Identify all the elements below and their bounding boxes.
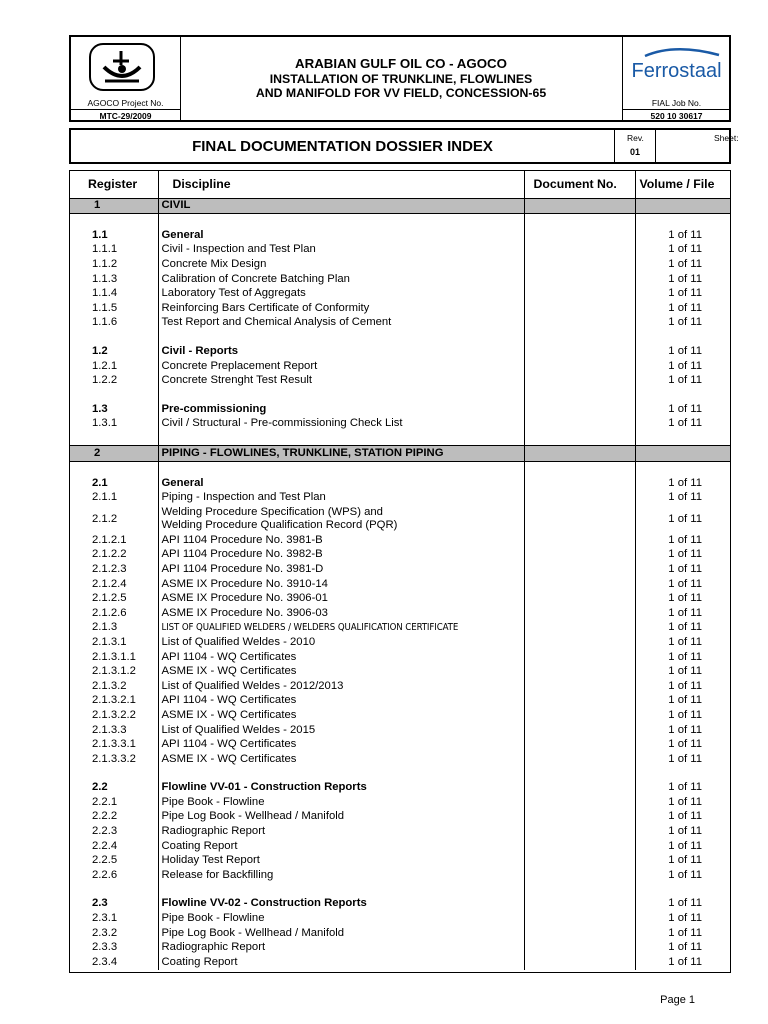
- discipline-cell: API 1104 Procedure No. 3981-D: [158, 562, 524, 577]
- document-no-cell: [524, 417, 635, 432]
- table-row: [70, 926, 730, 941]
- table-row: [70, 548, 730, 563]
- document-header: [69, 35, 731, 122]
- register-cell: 2.2.5: [70, 853, 158, 868]
- register-cell: 2.2.3: [70, 824, 158, 839]
- volume-cell: 1 of 11: [668, 562, 702, 575]
- volume-cell: 1 of 11: [668, 810, 702, 823]
- fial-job-label: FIAL Job No.: [651, 98, 702, 108]
- register-cell: [70, 883, 158, 897]
- register-cell: 2.1.3.2: [70, 679, 158, 694]
- document-no-cell: [524, 533, 635, 548]
- register-cell: [70, 461, 158, 476]
- document-no-cell: [524, 548, 635, 563]
- table-row: [70, 562, 730, 577]
- agoco-project-label: AGOCO Project No.: [87, 98, 164, 108]
- table-row: [70, 344, 730, 359]
- table-row: [70, 781, 730, 796]
- discipline-cell: [158, 330, 524, 344]
- header-title-cell: [180, 37, 622, 120]
- document-no-cell: [524, 562, 635, 577]
- table-row: [70, 490, 730, 505]
- discipline-cell: API 1104 - WQ Certificates: [158, 694, 524, 709]
- volume-cell: 1 of 11: [668, 752, 702, 765]
- discipline-cell: Pipe Log Book - Wellhead / Manifold: [158, 926, 524, 941]
- table-row: [70, 301, 730, 316]
- spacer-row: [70, 461, 730, 476]
- register-cell: 2.1.3.1: [70, 635, 158, 650]
- volume-cell: 1 of 11: [668, 316, 702, 329]
- document-no-cell: [524, 650, 635, 665]
- table-row: [70, 316, 730, 331]
- volume-cell: 1 of 11: [668, 592, 702, 605]
- discipline-cell: Laboratory Test of Aggregats: [158, 286, 524, 301]
- document-no-cell: [524, 694, 635, 709]
- discipline-cell: Piping - Inspection and Test Plan: [158, 490, 524, 505]
- table-row: [70, 577, 730, 592]
- table-row: [70, 272, 730, 287]
- volume-cell: 1 of 11: [668, 577, 702, 590]
- spacer-row: [70, 431, 730, 446]
- table-row: [70, 650, 730, 665]
- column-header-volume: Volume / File: [635, 171, 730, 198]
- document-no-cell: [524, 810, 635, 825]
- register-cell: 2.1.3.1.2: [70, 664, 158, 679]
- document-no-cell: [524, 868, 635, 883]
- agoco-logo-cell: [71, 37, 181, 120]
- revision-value: 01: [630, 147, 641, 157]
- revision-label: Rev.: [627, 133, 644, 143]
- discipline-cell: [158, 767, 524, 781]
- register-cell: 2.2: [70, 781, 158, 796]
- discipline-cell: Pipe Book - Flowline: [158, 911, 524, 926]
- agoco-logo-icon: [89, 43, 155, 91]
- register-cell: 1: [70, 198, 158, 214]
- volume-cell: 1 of 11: [668, 533, 702, 546]
- register-cell: 1.2.1: [70, 359, 158, 374]
- volume-cell: [635, 883, 730, 897]
- document-no-cell: [524, 402, 635, 417]
- table-row: [70, 853, 730, 868]
- register-cell: 2.1.2: [70, 505, 158, 533]
- volume-cell: 1 of 11: [668, 839, 702, 852]
- discipline-cell: Coating Report: [158, 839, 524, 854]
- discipline-cell: Pipe Book - Flowline: [158, 795, 524, 810]
- volume-cell: 1 of 11: [668, 650, 702, 663]
- register-cell: 1.2: [70, 344, 158, 359]
- discipline-cell: Release for Backfilling: [158, 868, 524, 883]
- volume-cell: 1 of 11: [668, 548, 702, 561]
- table-row: [70, 839, 730, 854]
- table-row: [70, 359, 730, 374]
- register-cell: 2.2.2: [70, 810, 158, 825]
- document-no-cell: [524, 316, 635, 331]
- discipline-cell: Concrete Strenght Test Result: [158, 373, 524, 388]
- register-cell: 1.2.2: [70, 373, 158, 388]
- volume-cell: 1 of 11: [668, 694, 702, 707]
- table-row: [70, 694, 730, 709]
- volume-cell: 1 of 11: [668, 868, 702, 881]
- sheet-label: Sheet:: [714, 133, 739, 143]
- volume-cell: 1 of 11: [668, 897, 702, 910]
- sheet-cell: [654, 130, 739, 162]
- discipline-cell: List of Qualified Weldes - 2012/2013: [158, 679, 524, 694]
- document-no-cell: [524, 301, 635, 316]
- document-no-cell: [524, 388, 635, 402]
- discipline-cell: Concrete Mix Design: [158, 257, 524, 272]
- project-line-1: INSTALLATION OF TRUNKLINE, FLOWLINES: [269, 72, 533, 86]
- discipline-cell: Flowline VV-01 - Construction Reports: [158, 781, 524, 796]
- spacer-row: [70, 883, 730, 897]
- discipline-cell: ASME IX Procedure No. 3906-03: [158, 606, 524, 621]
- document-no-cell: [524, 940, 635, 955]
- register-cell: 1.1.4: [70, 286, 158, 301]
- document-no-cell: [524, 853, 635, 868]
- discipline-cell: Flowline VV-02 - Construction Reports: [158, 897, 524, 912]
- register-cell: 2.1.3.2.2: [70, 708, 158, 723]
- document-no-cell: [524, 505, 635, 533]
- discipline-cell: List of Qualified Weldes - 2015: [158, 723, 524, 738]
- document-no-cell: [524, 257, 635, 272]
- discipline-cell: [158, 431, 524, 446]
- volume-cell: 1 of 11: [668, 665, 702, 678]
- table-row: [70, 868, 730, 883]
- register-cell: 2.3.4: [70, 955, 158, 970]
- volume-cell: 1 of 11: [668, 795, 702, 808]
- table-row: [70, 635, 730, 650]
- volume-cell: [635, 214, 730, 229]
- register-cell: 1.1.1: [70, 243, 158, 258]
- title-bar: [69, 128, 739, 164]
- register-cell: 2: [70, 446, 158, 462]
- volume-cell: 1 of 11: [668, 635, 702, 648]
- discipline-cell: Coating Report: [158, 955, 524, 970]
- document-no-cell: [524, 461, 635, 476]
- volume-cell: 1 of 11: [668, 955, 702, 968]
- volume-cell: 1 of 11: [668, 708, 702, 721]
- register-cell: [70, 330, 158, 344]
- volume-cell: [635, 198, 730, 214]
- document-no-cell: [524, 883, 635, 897]
- register-cell: [70, 388, 158, 402]
- volume-cell: 1 of 11: [668, 491, 702, 504]
- document-no-cell: [524, 781, 635, 796]
- table-row: [70, 723, 730, 738]
- register-cell: 2.1.1: [70, 490, 158, 505]
- register-cell: 1.3: [70, 402, 158, 417]
- document-no-cell: [524, 198, 635, 214]
- table-body: [70, 198, 730, 970]
- table-row: [70, 737, 730, 752]
- ferrostaal-logo-text: Ferrostaal: [631, 60, 722, 82]
- volume-cell: [635, 330, 730, 344]
- table-row: [70, 810, 730, 825]
- table-row: [70, 591, 730, 606]
- discipline-cell: Concrete Preplacement Report: [158, 359, 524, 374]
- volume-cell: 1 of 11: [668, 301, 702, 314]
- document-no-cell: [524, 911, 635, 926]
- document-no-cell: [524, 431, 635, 446]
- volume-cell: 1 of 11: [668, 374, 702, 387]
- table-row: [70, 402, 730, 417]
- table-row: [70, 708, 730, 723]
- table-row: [70, 505, 730, 533]
- register-cell: [70, 214, 158, 229]
- project-line-2: AND MANIFOLD FOR VV FIELD, CONCESSION-65: [255, 86, 547, 100]
- page-number: Page 1: [660, 994, 695, 1006]
- volume-cell: [635, 446, 730, 462]
- volume-cell: 1 of 11: [668, 723, 702, 736]
- spacer-row: [70, 330, 730, 344]
- discipline-cell: ASME IX - WQ Certificates: [158, 664, 524, 679]
- register-cell: 2.1.2.5: [70, 591, 158, 606]
- document-no-cell: [524, 243, 635, 258]
- discipline-cell: Reinforcing Bars Certificate of Conformity: [158, 301, 524, 316]
- volume-cell: 1 of 11: [668, 287, 702, 300]
- table-row: [70, 257, 730, 272]
- volume-cell: 1 of 11: [668, 228, 702, 241]
- discipline-cell: Calibration of Concrete Batching Plan: [158, 272, 524, 287]
- document-no-cell: [524, 635, 635, 650]
- discipline-cell: API 1104 - WQ Certificates: [158, 650, 524, 665]
- table-row: [70, 897, 730, 912]
- table-row: [70, 824, 730, 839]
- volume-cell: 1 of 11: [668, 912, 702, 925]
- revision-cell: [614, 130, 656, 162]
- register-cell: 2.3.3: [70, 940, 158, 955]
- column-header-document-no: Document No.: [524, 171, 635, 198]
- discipline-cell: [158, 214, 524, 229]
- register-cell: 2.2.6: [70, 868, 158, 883]
- register-cell: [70, 431, 158, 446]
- document-no-cell: [524, 795, 635, 810]
- volume-cell: 1 of 11: [668, 417, 702, 430]
- volume-cell: 1 of 11: [668, 621, 702, 634]
- spacer-row: [70, 214, 730, 229]
- discipline-cell: PIPING - FLOWLINES, TRUNKLINE, STATION PIPING: [158, 446, 524, 462]
- document-no-cell: [524, 490, 635, 505]
- discipline-cell: ASME IX Procedure No. 3910-14: [158, 577, 524, 592]
- register-cell: 1.1.3: [70, 272, 158, 287]
- register-cell: [70, 767, 158, 781]
- discipline-cell: Civil - Reports: [158, 344, 524, 359]
- volume-cell: 1 of 11: [668, 476, 702, 489]
- discipline-cell: [158, 505, 524, 533]
- volume-cell: 1 of 11: [668, 258, 702, 271]
- register-cell: 2.1.3: [70, 621, 158, 636]
- document-no-cell: [524, 926, 635, 941]
- discipline-cell: LIST OF QUALIFIED WELDERS / WELDERS QUALIFICATION CERTIFICATE: [158, 621, 524, 636]
- document-no-cell: [524, 344, 635, 359]
- volume-cell: 1 of 11: [668, 854, 702, 867]
- fial-job-number: 520 10 30617: [623, 109, 730, 121]
- volume-cell: 1 of 11: [668, 738, 702, 751]
- document-no-cell: [524, 214, 635, 229]
- document-no-cell: [524, 476, 635, 491]
- register-cell: 2.1.2.2: [70, 548, 158, 563]
- spacer-row: [70, 388, 730, 402]
- register-cell: 1.1: [70, 228, 158, 243]
- volume-cell: [635, 461, 730, 476]
- document-title: FINAL DOCUMENTATION DOSSIER INDEX: [192, 137, 493, 155]
- document-no-cell: [524, 767, 635, 781]
- ferrostaal-logo-cell: [622, 37, 730, 120]
- register-cell: 2.1.3.2.1: [70, 694, 158, 709]
- discipline-cell: [158, 461, 524, 476]
- discipline-cell: Civil - Inspection and Test Plan: [158, 243, 524, 258]
- register-cell: 1.3.1: [70, 417, 158, 432]
- table-row: [70, 417, 730, 432]
- discipline-cell: Holiday Test Report: [158, 853, 524, 868]
- discipline-cell: ASME IX - WQ Certificates: [158, 752, 524, 767]
- discipline-cell: General: [158, 228, 524, 243]
- volume-cell: 1 of 11: [668, 825, 702, 838]
- register-cell: 2.1.3.3.1: [70, 737, 158, 752]
- table-row: [70, 940, 730, 955]
- document-no-cell: [524, 272, 635, 287]
- column-header-register: Register: [70, 171, 158, 198]
- discipline-cell: Radiographic Report: [158, 824, 524, 839]
- register-cell: 2.1.2.1: [70, 533, 158, 548]
- register-cell: 2.1.3.1.1: [70, 650, 158, 665]
- document-no-cell: [524, 752, 635, 767]
- volume-cell: 1 of 11: [668, 272, 702, 285]
- volume-cell: 1 of 11: [668, 679, 702, 692]
- volume-cell: 1 of 11: [668, 926, 702, 939]
- discipline-cell: Pipe Log Book - Wellhead / Manifold: [158, 810, 524, 825]
- document-no-cell: [524, 446, 635, 462]
- discipline-line-1: Welding Procedure Specification (WPS) and: [161, 506, 383, 518]
- discipline-cell: Civil / Structural - Pre-commissioning Check List: [158, 417, 524, 432]
- table-row: [70, 955, 730, 970]
- register-cell: 2.3.2: [70, 926, 158, 941]
- discipline-cell: Test Report and Chemical Analysis of Cement: [158, 316, 524, 331]
- company-name: ARABIAN GULF OIL CO - AGOCO: [294, 56, 507, 71]
- register-cell: 2.1.2.4: [70, 577, 158, 592]
- document-no-cell: [524, 359, 635, 374]
- discipline-cell: [158, 388, 524, 402]
- table-row: [70, 664, 730, 679]
- dossier-index-table: [69, 170, 731, 973]
- document-no-cell: [524, 708, 635, 723]
- discipline-cell: ASME IX Procedure No. 3906-01: [158, 591, 524, 606]
- table-row: [70, 752, 730, 767]
- register-cell: 2.1: [70, 476, 158, 491]
- volume-cell: 1 of 11: [668, 359, 702, 372]
- register-cell: 2.3.1: [70, 911, 158, 926]
- table-row: [70, 795, 730, 810]
- document-no-cell: [524, 286, 635, 301]
- document-no-cell: [524, 228, 635, 243]
- discipline-cell: General: [158, 476, 524, 491]
- section-row: [70, 198, 730, 214]
- document-no-cell: [524, 330, 635, 344]
- table-row: [70, 533, 730, 548]
- volume-cell: 1 of 11: [668, 941, 702, 954]
- document-no-cell: [524, 621, 635, 636]
- volume-cell: [635, 767, 730, 781]
- document-no-cell: [524, 373, 635, 388]
- volume-cell: 1 of 11: [668, 402, 702, 415]
- register-cell: 2.3: [70, 897, 158, 912]
- column-header-discipline: Discipline: [158, 171, 524, 198]
- volume-cell: [635, 388, 730, 402]
- document-no-cell: [524, 824, 635, 839]
- volume-cell: 1 of 11: [668, 345, 702, 358]
- volume-cell: 1 of 11: [668, 606, 702, 619]
- register-cell: 1.1.6: [70, 316, 158, 331]
- document-no-cell: [524, 955, 635, 970]
- register-cell: 2.2.4: [70, 839, 158, 854]
- document-no-cell: [524, 664, 635, 679]
- table-row: [70, 476, 730, 491]
- register-cell: 2.1.3.3: [70, 723, 158, 738]
- discipline-cell: API 1104 - WQ Certificates: [158, 737, 524, 752]
- register-cell: 2.1.2.6: [70, 606, 158, 621]
- discipline-cell: ASME IX - WQ Certificates: [158, 708, 524, 723]
- discipline-cell: CIVIL: [158, 198, 524, 214]
- register-cell: 2.1.2.3: [70, 562, 158, 577]
- volume-cell: [635, 431, 730, 446]
- discipline-cell: API 1104 Procedure No. 3981-B: [158, 533, 524, 548]
- document-no-cell: [524, 839, 635, 854]
- table-row: [70, 243, 730, 258]
- volume-cell: 1 of 11: [668, 781, 702, 794]
- table-row: [70, 911, 730, 926]
- register-cell: 1.1.2: [70, 257, 158, 272]
- discipline-line-2: Welding Procedure Qualification Record (PQR): [161, 519, 398, 531]
- register-cell: 2.1.3.3.2: [70, 752, 158, 767]
- table-header-row: [70, 171, 730, 198]
- discipline-cell: List of Qualified Weldes - 2010: [158, 635, 524, 650]
- document-no-cell: [524, 897, 635, 912]
- discipline-cell: API 1104 Procedure No. 3982-B: [158, 548, 524, 563]
- table-row: [70, 373, 730, 388]
- discipline-cell: [158, 883, 524, 897]
- document-no-cell: [524, 737, 635, 752]
- agoco-project-number: MTC-29/2009: [71, 109, 180, 121]
- document-no-cell: [524, 679, 635, 694]
- table-row: [70, 606, 730, 621]
- discipline-cell: Pre-commissioning: [158, 402, 524, 417]
- document-no-cell: [524, 591, 635, 606]
- discipline-cell: Radiographic Report: [158, 940, 524, 955]
- table-row: [70, 228, 730, 243]
- table-row: [70, 621, 730, 636]
- table-row: [70, 286, 730, 301]
- document-no-cell: [524, 723, 635, 738]
- spacer-row: [70, 767, 730, 781]
- register-cell: 2.2.1: [70, 795, 158, 810]
- document-no-cell: [524, 577, 635, 592]
- table-row: [70, 679, 730, 694]
- document-no-cell: [524, 606, 635, 621]
- section-row: [70, 446, 730, 462]
- volume-cell: 1 of 11: [668, 243, 702, 256]
- register-cell: 1.1.5: [70, 301, 158, 316]
- volume-cell: 1 of 11: [668, 512, 702, 525]
